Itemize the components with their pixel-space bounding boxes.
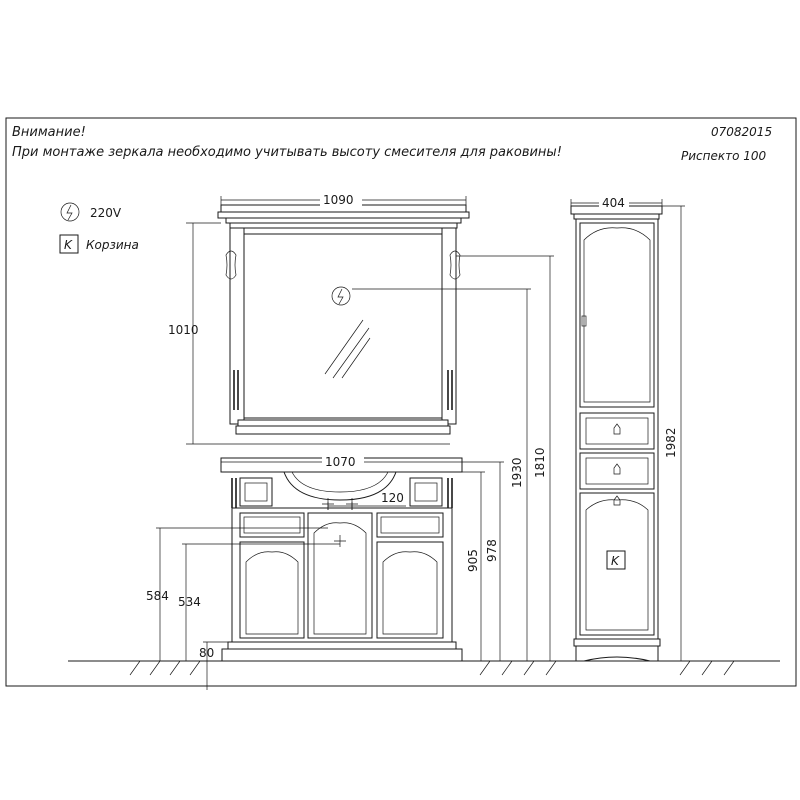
mirror-glass bbox=[244, 234, 442, 418]
vanity-unit bbox=[221, 458, 462, 661]
power-outlet-legend bbox=[61, 203, 122, 221]
dim-1930: 1930 bbox=[510, 457, 524, 488]
attention-text: Внимание! bbox=[12, 125, 86, 140]
dim-80: 80 bbox=[199, 646, 215, 660]
model-name: Риспекто 100 bbox=[681, 149, 767, 163]
warning-text: При монтаже зеркала необходимо учитывать высоту смесителя для раковины! bbox=[12, 145, 562, 160]
floor-line bbox=[68, 661, 780, 675]
dim-534: 534 bbox=[178, 595, 201, 609]
mirror-power-outlet-icon bbox=[332, 287, 350, 305]
power-outlet-icon bbox=[61, 203, 79, 221]
dim-cabinet-width: 404 bbox=[602, 196, 625, 210]
dim-mirror-height: 1010 bbox=[168, 323, 199, 337]
tall-cabinet bbox=[571, 206, 662, 661]
dim-584: 584 bbox=[146, 589, 169, 603]
mirror-unit bbox=[218, 205, 469, 434]
cabinet-basket-symbol: K bbox=[611, 554, 619, 568]
dim-vanity-width: 1070 bbox=[325, 455, 356, 469]
power-label: 220V bbox=[90, 206, 122, 220]
dim-978: 978 bbox=[485, 539, 499, 562]
dim-cabinet-height: 1982 bbox=[664, 427, 678, 458]
dim-905: 905 bbox=[466, 549, 480, 572]
basket-symbol: K bbox=[64, 238, 72, 252]
basket-label: Корзина bbox=[86, 238, 139, 252]
dim-1810: 1810 bbox=[533, 447, 547, 478]
dim-tap-offset: 120 bbox=[381, 491, 404, 505]
basket-legend bbox=[60, 235, 139, 253]
document-code: 07082015 bbox=[711, 125, 773, 139]
dim-mirror-width: 1090 bbox=[323, 193, 354, 207]
drawing-frame bbox=[6, 118, 796, 686]
